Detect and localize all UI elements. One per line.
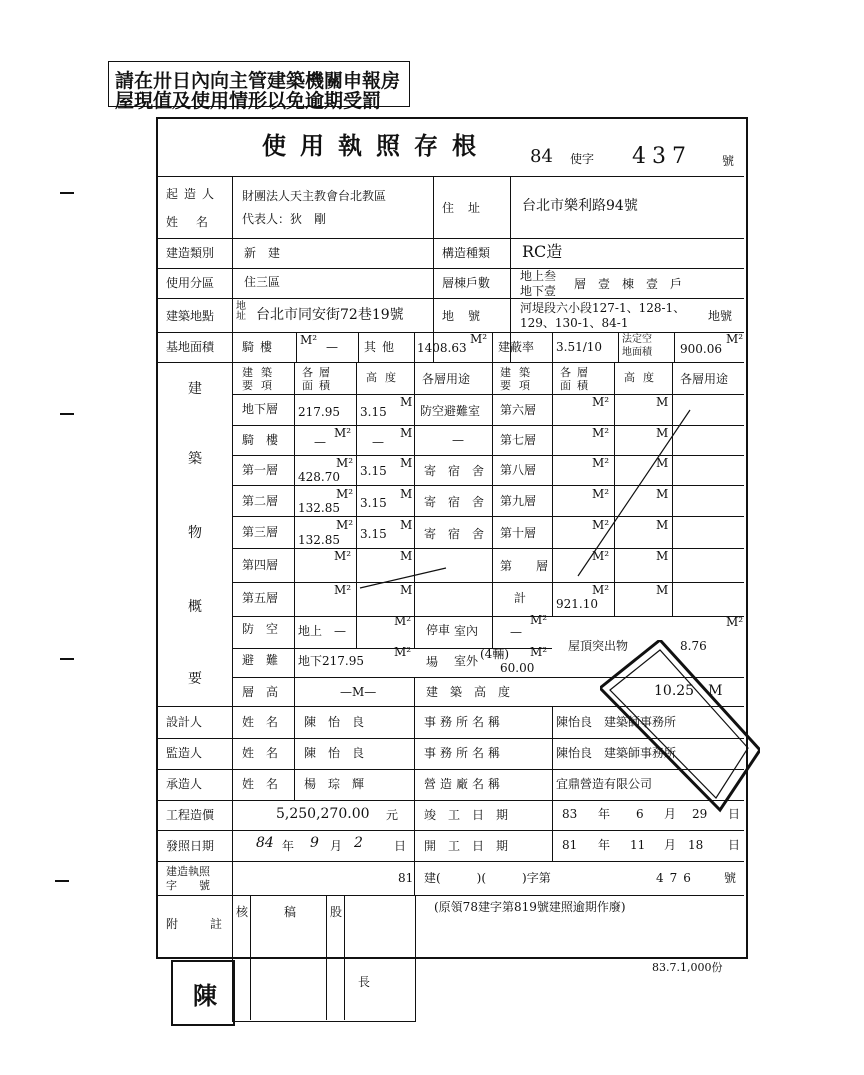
- designer-firm-label: 事務所名稱: [424, 715, 505, 729]
- builder-name: 財團法人天主教會台北教區: [242, 189, 387, 203]
- category-label: 建造類別: [166, 246, 215, 260]
- year-unit: 年: [282, 839, 295, 853]
- head-use-right: 各層用途: [680, 372, 729, 386]
- supervisor-name: 陳 怡 良: [304, 746, 365, 760]
- lot-line-2: 129、130-1、84-1: [520, 316, 629, 330]
- floor-label-right: 第九層: [500, 494, 537, 508]
- designer-role: 設計人: [166, 715, 203, 729]
- cost-unit: 元: [386, 808, 399, 822]
- sign-chief-label: 長: [358, 975, 371, 989]
- floor-label-right: 第八層: [500, 463, 537, 477]
- floor-label-right: 第 層: [500, 559, 549, 573]
- print-run: 83.7.1,000份: [652, 961, 723, 974]
- permit-no-label: 號: [722, 154, 735, 168]
- unit-m: M: [656, 549, 669, 563]
- shelter-above: 地上 —: [298, 624, 347, 638]
- head-area: 各層面積: [302, 366, 336, 392]
- floor-label: 第二層: [242, 494, 279, 508]
- floor-label: 騎 樓: [242, 433, 279, 447]
- unit-m: M: [656, 518, 669, 532]
- sign-draft-label: 稿: [284, 905, 297, 919]
- completion-year: 83: [562, 807, 578, 821]
- unit-m: M: [656, 456, 669, 470]
- parking-outdoor: 室外: [454, 654, 479, 668]
- floor-use: —: [452, 433, 464, 447]
- seal-stamp: 陳: [171, 960, 235, 1026]
- signature-box: [232, 895, 416, 1022]
- site-address-tag: 地址: [236, 301, 246, 322]
- floor-area: 132.85: [298, 501, 340, 515]
- head-height-right: 高度: [624, 371, 662, 384]
- start-day: 18: [688, 838, 704, 852]
- category-value: 新 建: [244, 246, 281, 260]
- cost-label: 工程造價: [166, 808, 215, 822]
- floors-label: 層棟戶數: [442, 276, 491, 290]
- month-unit: 月: [664, 838, 677, 852]
- unit-m: M: [656, 583, 669, 597]
- floor-use: 寄 宿 舍: [424, 495, 485, 509]
- permit-number: 437: [632, 144, 692, 169]
- head-use: 各層用途: [422, 372, 471, 386]
- unit-m2: M²: [300, 333, 318, 347]
- unit-m: M: [656, 426, 669, 440]
- floor-label: 第三層: [242, 525, 279, 539]
- contractor-firm: 宜鼎營造有限公司: [556, 777, 653, 791]
- floor-height: 3.15: [360, 527, 387, 541]
- completion-month: 6: [636, 807, 644, 821]
- year-unit: 年: [598, 807, 611, 821]
- unit-m2: M²: [592, 518, 610, 532]
- head-item: 建築要項: [242, 366, 280, 392]
- parking-area: 60.00: [500, 661, 535, 675]
- floor-area: 132.85: [298, 533, 340, 547]
- floor-height-value: —M—: [340, 685, 377, 699]
- floor-label-right: 第七層: [500, 433, 537, 447]
- floor-area: —: [314, 435, 326, 449]
- permit-ref-year: 81: [398, 871, 414, 885]
- floor-label: 第五層: [242, 591, 279, 605]
- month-unit: 月: [664, 807, 677, 821]
- parking-indoor-value: —: [510, 625, 522, 639]
- side-char: 要: [188, 671, 202, 687]
- site-area-label: 基地面積: [166, 340, 215, 354]
- unit-m2: M²: [592, 456, 610, 470]
- issue-day: 2: [354, 835, 363, 851]
- issue-month: 9: [310, 835, 319, 851]
- unit-m: M: [400, 426, 413, 440]
- contractor-name: 楊 琮 輝: [304, 777, 365, 791]
- floor-height-label: 層 高: [242, 685, 279, 699]
- start-month: 11: [630, 838, 646, 852]
- unit-m2: M²: [592, 487, 610, 501]
- completion-label: 竣 工 日 期: [424, 808, 509, 822]
- floor-area: 217.95: [298, 405, 340, 419]
- remark-label: 附 註: [166, 917, 233, 931]
- floor-height: 3.15: [360, 464, 387, 478]
- unit-m: M: [656, 395, 669, 409]
- designer-name-label: 姓 名: [242, 715, 279, 729]
- shelter-label-2: 避 難: [242, 653, 279, 667]
- unit-m: M: [400, 487, 413, 501]
- legal-area-value: 900.06: [680, 342, 722, 356]
- floor-use: 寄 宿 舍: [424, 464, 485, 478]
- start-label: 開 工 日 期: [424, 839, 509, 853]
- month-unit: 月: [330, 839, 343, 853]
- unit-m2: M²: [592, 549, 610, 563]
- structure-value: RC造: [522, 242, 563, 261]
- site-label: 建築地點: [166, 309, 215, 323]
- permit-ref-number: 476: [656, 871, 697, 885]
- floor-use: 寄 宿 舍: [424, 527, 485, 541]
- other-label: 其他: [364, 340, 401, 354]
- day-unit: 日: [728, 807, 741, 821]
- floor-label: 第四層: [242, 558, 279, 572]
- builder-address-label: 住址: [442, 201, 495, 215]
- designer-firm: 陳怡良 建築師事務所: [556, 715, 677, 729]
- coverage-value: 3.51/10: [556, 340, 603, 354]
- contractor-role: 承造人: [166, 777, 203, 791]
- sign-section-label: 股: [330, 905, 343, 919]
- side-char: 概: [188, 599, 202, 615]
- lot-label: 地號: [442, 309, 495, 323]
- notice-line-1: 請在卅日內向主管建築機關申報房: [115, 70, 401, 92]
- unit-m2: M²: [470, 332, 488, 346]
- remark-note: (原領78建字第819號建照逾期作廢): [434, 900, 626, 914]
- floor-height: —: [372, 435, 384, 449]
- floors-suffix: 層 壹 棟 壹 戶: [574, 277, 683, 291]
- head-height: 高度: [366, 371, 404, 384]
- supervisor-role: 監造人: [166, 746, 203, 760]
- legal-area-label-1: 法定空: [622, 334, 652, 345]
- builder-rep: 代表人：狄 剛: [242, 212, 327, 226]
- side-char: 建: [188, 381, 202, 397]
- side-char: 築: [188, 451, 202, 467]
- contractor-name-label: 姓 名: [242, 777, 279, 791]
- permit-ref-label-1: 建造執照: [166, 865, 210, 878]
- floor-label-right: 第十層: [500, 526, 537, 540]
- head-area-right: 各層面積: [560, 366, 594, 392]
- day-unit: 日: [728, 838, 741, 852]
- building-height-label: 建 築 高 度: [426, 685, 511, 699]
- floors-below: 地下壹: [520, 284, 557, 298]
- other-value: 1408.63: [417, 341, 467, 355]
- floor-label: 第一層: [242, 463, 279, 477]
- unit-m2: M²: [592, 583, 610, 597]
- unit-m: M: [400, 583, 413, 597]
- parking-label-1: 停車: [426, 623, 451, 637]
- floor-use: 防空避難室: [420, 404, 481, 418]
- unit-m2: M²: [394, 614, 412, 628]
- unit-m2: M²: [336, 487, 354, 501]
- unit-m2: M²: [334, 549, 352, 563]
- unit-m: M: [656, 487, 669, 501]
- roof-value: 8.76: [680, 639, 707, 653]
- permit-year: 84: [530, 146, 553, 167]
- shelter-below: 地下217.95: [298, 654, 364, 668]
- coverage-label: 建蔽率: [498, 340, 535, 354]
- unit-m: M: [400, 456, 413, 470]
- zoning-value: 住三區: [244, 275, 281, 289]
- form-title: 使用執照存根: [262, 131, 490, 160]
- arcade-label: 騎樓: [242, 340, 279, 354]
- unit-m2: M²: [592, 395, 610, 409]
- supervisor-name-label: 姓 名: [242, 746, 279, 760]
- floor-label: 地下層: [242, 402, 279, 416]
- unit-m2: M²: [530, 613, 548, 627]
- unit-m: M: [400, 549, 413, 563]
- builder-name-label: 姓名: [166, 215, 227, 229]
- total-label: 計: [514, 591, 527, 605]
- notice-line-2: 屋現值及使用情形以免逾期受罰: [115, 90, 382, 112]
- year-unit: 年: [598, 838, 611, 852]
- unit-m2: M²: [394, 645, 412, 659]
- floor-label-right: 第六層: [500, 403, 537, 417]
- received-stamp: [600, 640, 760, 820]
- issue-label: 發照日期: [166, 839, 215, 853]
- floor-area: 428.70: [298, 470, 340, 484]
- unit-m2: M²: [336, 518, 354, 532]
- lot-line-1: 河堤段六小段127-1、128-1、: [520, 301, 686, 315]
- unit-m2: M²: [592, 426, 610, 440]
- floors-above: 地上叁: [520, 269, 557, 283]
- supervisor-firm: 陳怡良 建築師事務所: [556, 746, 677, 760]
- zoning-label: 使用分區: [166, 276, 215, 290]
- total-area: 921.10: [556, 597, 598, 611]
- builder-label: 起造人: [166, 187, 221, 201]
- permit-ref-suffix: 號: [724, 871, 737, 885]
- unit-m: M: [400, 395, 413, 409]
- issue-year: 84: [256, 835, 274, 851]
- unit-m2: M²: [726, 615, 744, 629]
- legal-area-label-2: 地面積: [622, 347, 652, 358]
- parking-count: (4輛): [480, 647, 509, 661]
- floor-height: 3.15: [360, 405, 387, 419]
- parking-label-2: 場: [426, 655, 439, 669]
- arcade-value: —: [326, 340, 338, 354]
- unit-m2: M²: [334, 426, 352, 440]
- completion-day: 29: [692, 807, 708, 821]
- unit-m: M: [400, 518, 413, 532]
- unit-m2: M²: [334, 583, 352, 597]
- contractor-firm-label: 營造廠名稱: [424, 777, 505, 791]
- site-address: 台北市同安街72巷19號: [256, 307, 404, 323]
- supervisor-firm-label: 事務所名稱: [424, 746, 505, 760]
- shelter-label-1: 防 空: [242, 622, 279, 636]
- parking-indoor: 室內: [454, 624, 479, 638]
- permit-ref-text: 建( )( )字第: [424, 871, 551, 885]
- floor-height: 3.15: [360, 496, 387, 510]
- unit-m2: M²: [336, 456, 354, 470]
- roof-label: 屋頂突出物: [568, 639, 629, 653]
- structure-label: 構造種類: [442, 246, 491, 260]
- sign-check-label: 核: [236, 905, 249, 919]
- start-year: 81: [562, 838, 578, 852]
- permit-ref-label-2: 字 號: [166, 879, 210, 892]
- day-unit: 日: [394, 839, 407, 853]
- side-char: 物: [188, 525, 202, 541]
- lot-suffix: 地號: [708, 309, 733, 323]
- head-item-right: 建築要項: [500, 366, 538, 392]
- designer-name: 陳 怡 良: [304, 715, 365, 729]
- unit-m2: M²: [530, 645, 548, 659]
- building-height-value: 10.25 M: [654, 683, 723, 699]
- builder-address: 台北市樂利路94號: [522, 198, 638, 214]
- cost-value: 5,250,270.00: [276, 806, 370, 822]
- permit-word: 使字: [570, 152, 595, 166]
- unit-m2: M²: [726, 332, 744, 346]
